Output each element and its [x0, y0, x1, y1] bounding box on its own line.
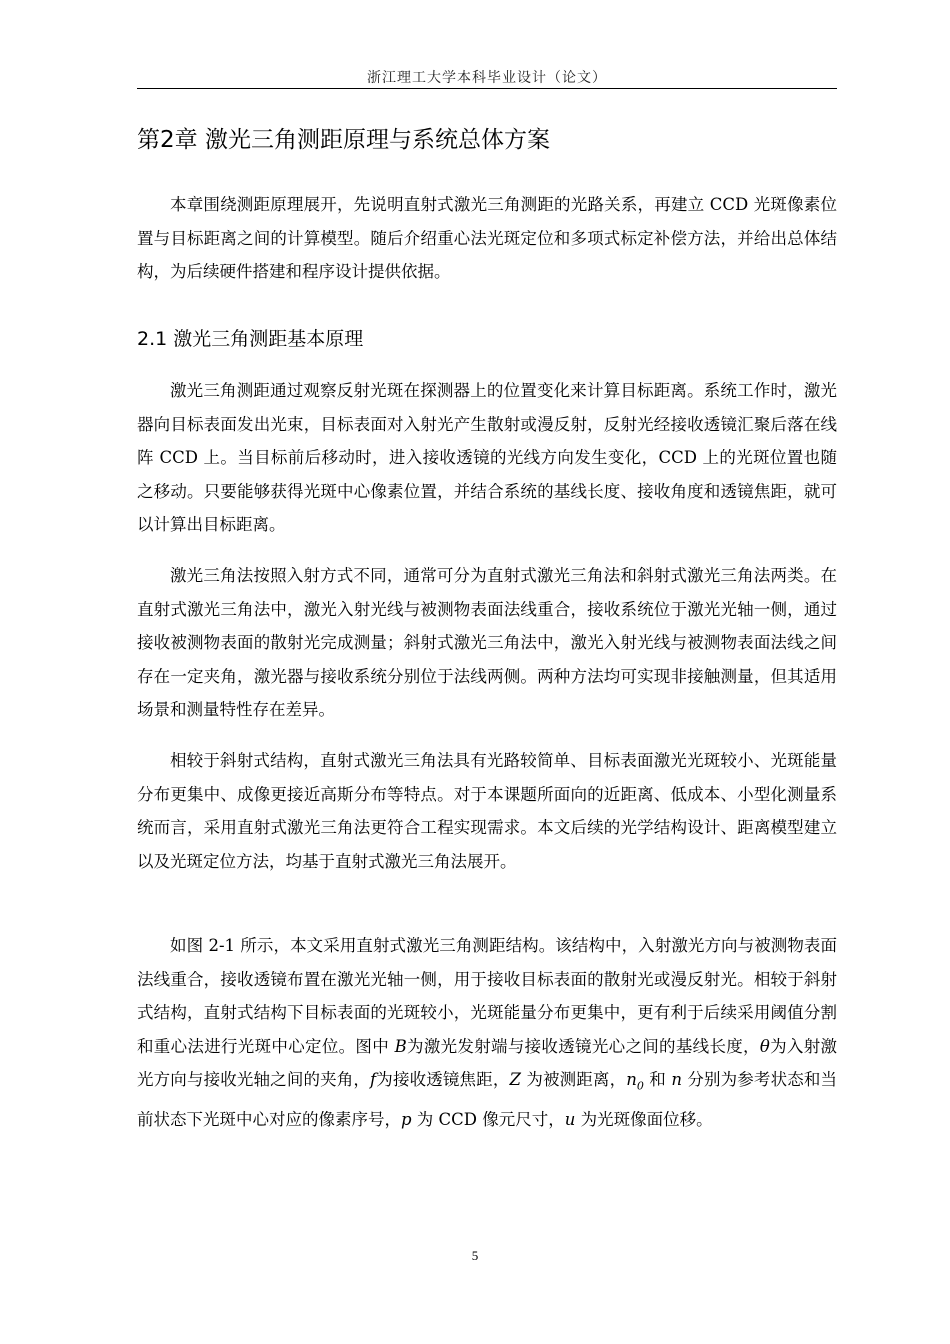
symbol-B: B: [394, 1036, 407, 1056]
header-rule: [137, 88, 837, 89]
symbol-n0: n: [626, 1070, 637, 1089]
symbol-theta: θ: [759, 1036, 770, 1056]
para4-text-8: 为 CCD 像元尺寸，: [411, 1109, 565, 1129]
body-paragraph-4: [137, 929, 837, 1136]
symbol-p: p: [401, 1109, 412, 1129]
symbol-n: n: [671, 1070, 682, 1089]
symbol-u: u: [564, 1109, 576, 1129]
section-title: 2.1 激光三角测距基本原理: [137, 328, 364, 350]
page-number: 5: [471, 1248, 479, 1263]
para4-text-6: 和: [643, 1070, 672, 1089]
para4-text-3: 为入射激光方向与接收光轴之间的夹角，: [137, 1036, 838, 1089]
para4-text-7: 分别为参考状态和当前状态下光斑中心对应的像素序号，: [137, 1070, 838, 1129]
para4-text-1: 如图 2-1 所示，本文采用直射式激光三角测距结构。该结构中，入射激光方向与被测物表面法线重合，接收透镜布置在激光光轴一侧，用于接收目标表面的散射光或漫反射光。相较于斜射式结构，直射式结构下目标表面的光斑较小，光斑能量分布更集中，更有利于后续采用阈值分割和重心法进行光斑中心定位。图中: [137, 936, 837, 1056]
para4-text-9: 为光斑像面位移。: [575, 1109, 713, 1129]
para4-text-2: 为激光发射端与接收透镜光心之间的基线长度，: [406, 1036, 760, 1056]
chapter-title: 第2章 激光三角测距原理与系统总体方案: [137, 127, 550, 153]
para4-text-4: 为接收透镜焦距，: [376, 1070, 510, 1089]
symbol-Z: Z: [509, 1070, 521, 1089]
symbol-f: f: [370, 1070, 377, 1089]
symbol-n0-subscript: 0: [636, 1079, 644, 1093]
para4-text-5: 为被测距离，: [520, 1070, 627, 1089]
intro-paragraph: 本章围绕测距原理展开，先说明直射式激光三角测距的光路关系，再建立 CCD 光斑像素位置与目标距离之间的计算模型。随后介绍重心法光斑定位和多项式标定补偿方法，并给出总体结构，为后续硬件搭建和程序设计提供依据。: [137, 195, 837, 281]
body-paragraph-2: 激光三角法按照入射方式不同，通常可分为直射式激光三角法和斜射式激光三角法两类。在直射式激光三角法中，激光入射光线与被测物表面法线重合，接收系统位于激光光轴一侧，通过接收被测物表面的散射光完成测量；斜射式激光三角法中，激光入射光线与被测物表面法线之间存在一定夹角，激光器与接收系统分别位于法线两侧。两种方法均可实现非接触测量，但其适用场景和测量特性存在差异。: [137, 566, 837, 719]
body-paragraph-1: 激光三角测距通过观察反射光斑在探测器上的位置变化来计算目标距离。系统工作时，激光器向目标表面发出光束，目标表面对入射光产生散射或漫反射，反射光经接收透镜汇聚后落在线阵 CCD 上。当目标前后移动时，进入接收透镜的光线方向发生变化，CCD 上的光斑位置也随之移动。只要能够获得光斑中心像素位置，并结合系统的基线长度、接收角度和透镜焦距，就可以计算出目标距离。: [137, 381, 837, 534]
body-paragraph-3: 相较于斜射式结构，直射式激光三角法具有光路较简单、目标表面激光光斑较小、光斑能量分布更集中、成像更接近高斯分布等特点。对于本课题所面向的近距离、低成本、小型化测量系统而言，采用直射式激光三角法更符合工程实现需求。本文后续的光学结构设计、距离模型建立以及光斑定位方法，均基于直射式激光三角法展开。: [137, 751, 837, 871]
running-header: 浙江理工大学本科毕业设计（论文）: [367, 70, 607, 86]
